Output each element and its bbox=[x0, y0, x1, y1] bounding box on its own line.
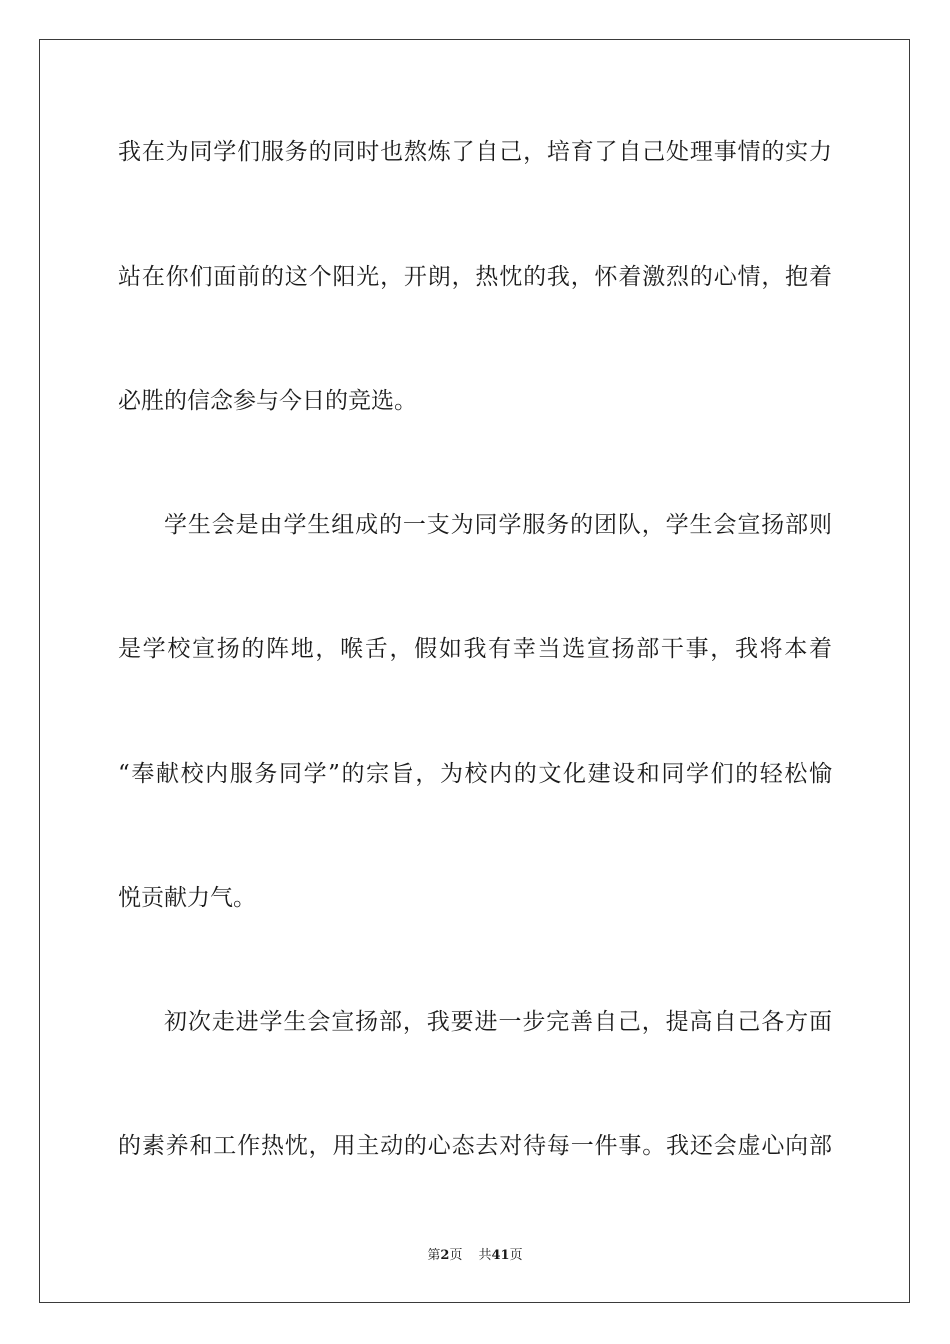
page-suffix: 页 bbox=[449, 1248, 463, 1263]
page-prefix: 第 bbox=[427, 1248, 441, 1263]
paragraph-line: 的素养和工作热忱，用主动的心态去对待每一件事。我还会虚心向部 bbox=[118, 1133, 832, 1159]
total-pages: 41 bbox=[491, 1248, 510, 1263]
page-footer bbox=[0, 1247, 950, 1265]
page-number: 2 bbox=[440, 1248, 450, 1263]
paragraph-line: 学生会是由学生组成的一支为同学服务的团队，学生会宣扬部则 bbox=[164, 512, 832, 538]
paragraph-line: 站在你们面前的这个阳光，开朗，热忱的我，怀着激烈的心情，抱着 bbox=[118, 264, 832, 290]
total-prefix: 共 bbox=[478, 1248, 492, 1263]
total-suffix: 页 bbox=[509, 1248, 523, 1263]
paragraph-line: 我在为同学们服务的同时也熬炼了自己，培育了自己处理事情的实力 bbox=[118, 139, 832, 165]
paragraph-line: “奉献校内服务同学”的宗旨，为校内的文化建设和同学们的轻松愉 bbox=[118, 761, 832, 787]
paragraph-line: 必胜的信念参与今日的竞选。 bbox=[118, 388, 417, 414]
page-border bbox=[39, 39, 910, 1303]
paragraph-line: 是学校宣扬的阵地，喉舌，假如我有幸当选宣扬部干事，我将本着 bbox=[118, 636, 832, 662]
paragraph-line: 悦贡献力气。 bbox=[118, 885, 256, 911]
paragraph-line: 初次走进学生会宣扬部，我要进一步完善自己，提高自己各方面 bbox=[164, 1009, 832, 1035]
